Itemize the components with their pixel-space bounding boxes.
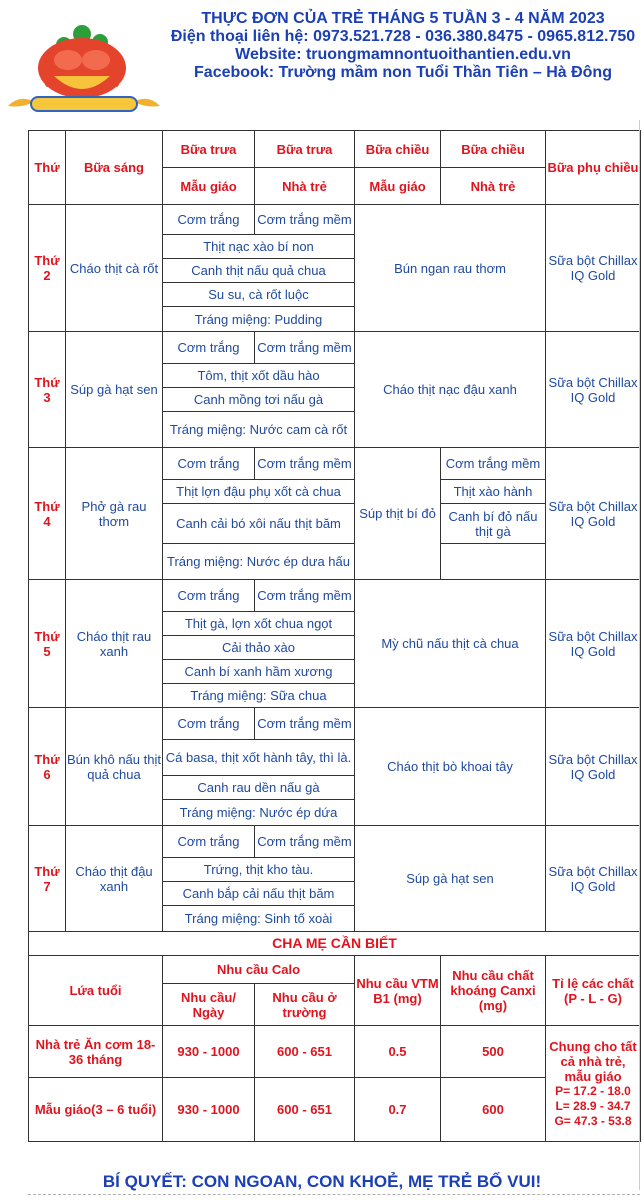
col-lua-tuoi: Lứa tuổi bbox=[29, 956, 163, 1026]
day-label: Thứ 2 bbox=[29, 205, 66, 332]
breakfast: Cháo thịt cà rốt bbox=[66, 205, 163, 332]
afternoon-meal-mg: Súp thịt bí đỏ bbox=[355, 448, 441, 580]
phone-line: Điện thoại liên hệ: 0973.521.728 - 036.380.8475 - 0965.812.750 bbox=[170, 28, 636, 45]
lunch-dish: Canh bí xanh hầm xương bbox=[163, 660, 355, 684]
col-thu: Thứ bbox=[29, 131, 66, 205]
lunch-dessert: Tráng miệng: Sinh tố xoài bbox=[163, 906, 355, 932]
sub-mau-giao: Mẫu giáo bbox=[163, 168, 255, 205]
afternoon-meal: Súp gà hạt sen bbox=[355, 826, 546, 932]
lunch-dessert: Tráng miệng: Nước cam cà rốt bbox=[163, 412, 355, 448]
website-link[interactable]: Website: truongmamnontuoithantien.edu.vn bbox=[235, 46, 571, 63]
school-logo bbox=[4, 10, 164, 115]
breakfast: Súp gà hạt sen bbox=[66, 332, 163, 448]
ratio-g: G= 47.3 - 53.8 bbox=[554, 1113, 632, 1128]
afternoon-nt-item: Cơm trắng mềm bbox=[441, 448, 546, 480]
lunch-dessert: Tráng miệng: Nước ép dưa hấu bbox=[163, 544, 355, 580]
menu-title: THỰC ĐƠN CỦA TRẺ THÁNG 5 TUẦN 3 - 4 NĂM 2023 bbox=[201, 10, 605, 27]
afternoon-meal: Mỳ chũ nấu thịt cà chua bbox=[355, 580, 546, 708]
lunch-dish: Thịt lợn đậu phụ xốt cà chua bbox=[163, 480, 355, 504]
breakfast: Cháo thịt đậu xanh bbox=[66, 826, 163, 932]
parents-section-title: CHA MẸ CẦN BIẾT bbox=[29, 932, 641, 956]
calo-ngay: 930 - 1000 bbox=[163, 1078, 255, 1142]
col-bua-sang: Bữa sáng bbox=[66, 131, 163, 205]
calo-truong: 600 - 651 bbox=[255, 1078, 355, 1142]
lunch-rice-nt: Cơm trắng mềm bbox=[255, 332, 355, 364]
vtm-b1-value: 0.7 bbox=[355, 1078, 441, 1142]
right-edge-divider bbox=[639, 120, 644, 1190]
lunch-dish: Canh rau dền nấu gà bbox=[163, 776, 355, 800]
lunch-dish: Thịt gà, lợn xốt chua ngọt bbox=[163, 612, 355, 636]
ratio-l: L= 28.9 - 34.7 bbox=[555, 1098, 631, 1113]
snack: Sữa bột Chillax IQ Gold bbox=[546, 448, 641, 580]
afternoon-nt-item bbox=[441, 544, 546, 580]
lunch-rice-nt: Cơm trắng mềm bbox=[255, 448, 355, 480]
lunch-dish: Canh bắp cải nấu thịt băm bbox=[163, 882, 355, 906]
footer-slogan: BÍ QUYẾT: CON NGOAN, CON KHOẺ, MẸ TRẺ BỐ VUI! bbox=[102, 1172, 542, 1191]
snack: Sữa bột Chillax IQ Gold bbox=[546, 826, 641, 932]
facebook-link[interactable]: Facebook: Trường mầm non Tuổi Thần Tiên – Hà Đông bbox=[194, 64, 612, 81]
sub-nha-tre: Nhà trẻ bbox=[255, 168, 355, 205]
bottom-divider bbox=[28, 1194, 640, 1195]
afternoon-meal: Bún ngan rau thơm bbox=[355, 205, 546, 332]
day-label: Thứ 5 bbox=[29, 580, 66, 708]
lunch-rice-mg: Cơm trắng bbox=[163, 580, 255, 612]
calo-ngay: 930 - 1000 bbox=[163, 1026, 255, 1078]
col-bua-chieu-mg: Bữa chiều bbox=[355, 131, 441, 168]
lunch-dessert: Tráng miệng: Sữa chua bbox=[163, 684, 355, 708]
lunch-rice-nt: Cơm trắng mềm bbox=[255, 708, 355, 740]
snack: Sữa bột Chillax IQ Gold bbox=[546, 332, 641, 448]
lunch-rice-mg: Cơm trắng bbox=[163, 448, 255, 480]
lunch-dish: Cải thảo xào bbox=[163, 636, 355, 660]
lunch-rice-mg: Cơm trắng bbox=[163, 826, 255, 858]
vtm-b1-value: 0.5 bbox=[355, 1026, 441, 1078]
col-nhu-cau-truong: Nhu cầu ở trường bbox=[255, 984, 355, 1026]
day-label: Thứ 4 bbox=[29, 448, 66, 580]
lunch-dish: Trứng, thịt kho tàu. bbox=[163, 858, 355, 882]
breakfast: Bún khô nấu thịt quả chua bbox=[66, 708, 163, 826]
lunch-dish: Thịt nạc xào bí non bbox=[163, 235, 355, 259]
ratio-p: P= 17.2 - 18.0 bbox=[555, 1083, 631, 1098]
lunch-rice-mg: Cơm trắng bbox=[163, 708, 255, 740]
col-bua-phu-chieu: Bữa phụ chiều bbox=[546, 131, 641, 205]
snack: Sữa bột Chillax IQ Gold bbox=[546, 205, 641, 332]
afternoon-nt-item: Thịt xào hành bbox=[441, 480, 546, 504]
lunch-rice-nt: Cơm trắng mềm bbox=[255, 580, 355, 612]
col-ti-le: Tỉ lệ các chất (P - L - G) bbox=[546, 956, 641, 1026]
header bbox=[0, 0, 644, 118]
calo-truong: 600 - 651 bbox=[255, 1026, 355, 1078]
lunch-dish: Canh thịt nấu quả chua bbox=[163, 259, 355, 283]
day-label: Thứ 3 bbox=[29, 332, 66, 448]
lunch-dish: Canh cải bó xôi nấu thịt băm bbox=[163, 504, 355, 544]
afternoon-nt-item: Canh bí đỏ nấu thịt gà bbox=[441, 504, 546, 544]
sub-mau-giao: Mẫu giáo bbox=[355, 168, 441, 205]
ratio-note: Chung cho tất cả nhà trẻ, mẫu giáo bbox=[549, 1038, 637, 1084]
afternoon-meal: Cháo thịt nạc đậu xanh bbox=[355, 332, 546, 448]
canxi-value: 600 bbox=[441, 1078, 546, 1142]
age-group: Mẫu giáo(3 – 6 tuổi) bbox=[29, 1078, 163, 1142]
wing-banner bbox=[8, 96, 160, 112]
col-bua-trua-nt: Bữa trưa bbox=[255, 131, 355, 168]
col-nhu-cau-ngay: Nhu cầu/ Ngày bbox=[163, 984, 255, 1026]
ratio-cell bbox=[546, 1026, 641, 1142]
lunch-dish: Canh mồng tơi nấu gà bbox=[163, 388, 355, 412]
lunch-dessert: Tráng miệng: Nước ép dứa bbox=[163, 800, 355, 826]
lunch-dish: Cá basa, thịt xốt hành tây, thì là. bbox=[163, 740, 355, 776]
col-bua-chieu-nt: Bữa chiều bbox=[441, 131, 546, 168]
sub-nha-tre: Nhà trẻ bbox=[441, 168, 546, 205]
col-vtm-b1: Nhu cầu VTM B1 (mg) bbox=[355, 956, 441, 1026]
canxi-value: 500 bbox=[441, 1026, 546, 1078]
col-canxi: Nhu cầu chất khoáng Canxi (mg) bbox=[441, 956, 546, 1026]
strawberry-icon bbox=[38, 25, 126, 98]
lunch-rice-mg: Cơm trắng bbox=[163, 205, 255, 235]
lunch-dessert: Tráng miệng: Pudding bbox=[163, 307, 355, 332]
day-label: Thứ 7 bbox=[29, 826, 66, 932]
breakfast: Phở gà rau thơm bbox=[66, 448, 163, 580]
afternoon-meal: Cháo thịt bò khoai tây bbox=[355, 708, 546, 826]
lunch-dish: Tôm, thịt xốt dầu hào bbox=[163, 364, 355, 388]
lunch-rice-mg: Cơm trắng bbox=[163, 332, 255, 364]
snack: Sữa bột Chillax IQ Gold bbox=[546, 708, 641, 826]
header-text bbox=[168, 10, 638, 82]
age-group: Nhà trẻ Ăn cơm 18-36 tháng bbox=[29, 1026, 163, 1078]
day-label: Thứ 6 bbox=[29, 708, 66, 826]
lunch-rice-nt: Cơm trắng mềm bbox=[255, 826, 355, 858]
col-bua-trua-mg: Bữa trưa bbox=[163, 131, 255, 168]
menu-table bbox=[28, 130, 641, 1142]
breakfast: Cháo thịt rau xanh bbox=[66, 580, 163, 708]
lunch-dish: Su su, cà rốt luộc bbox=[163, 283, 355, 307]
col-nhu-cau-calo: Nhu cầu Calo bbox=[163, 956, 355, 984]
snack: Sữa bột Chillax IQ Gold bbox=[546, 580, 641, 708]
lunch-rice-nt: Cơm trắng mềm bbox=[255, 205, 355, 235]
